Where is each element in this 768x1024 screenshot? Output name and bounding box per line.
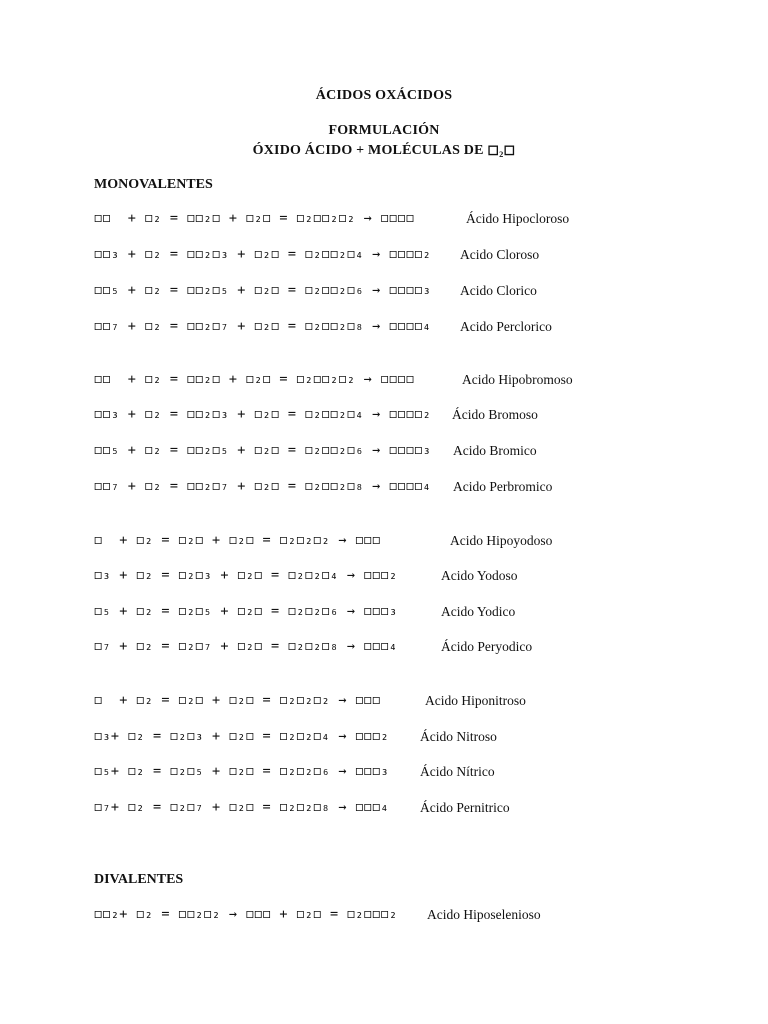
equation-formula: ◻◻₃ + ◻₂ = ◻◻₂◻₃ + ◻₂◻ = ◻₂◻◻₂◻₄ → ◻◻◻◻₂ (94, 406, 432, 422)
equation-formula: ◻ + ◻₂ = ◻₂◻ + ◻₂◻ = ◻₂◻₂◻₂ → ◻◻◻ (94, 692, 381, 708)
equation-formula: ◻◻₂+ ◻₂ = ◻◻₂◻₂ → ◻◻◻ + ◻₂◻ = ◻₂◻◻◻₂ (94, 906, 398, 922)
equation-formula: ◻₇ + ◻₂ = ◻₂◻₇ + ◻₂◻ = ◻₂◻₂◻₈ → ◻◻◻₄ (94, 638, 398, 654)
acid-name: Ácido Bromoso (452, 407, 538, 422)
equation-row (94, 532, 694, 552)
equation-row (94, 692, 694, 712)
equation-formula: ◻◻₇ + ◻₂ = ◻◻₂◻₇ + ◻₂◻ = ◻₂◻◻₂◻₈ → ◻◻◻◻₄ (94, 478, 432, 494)
equation-formula: ◻₅+ ◻₂ = ◻₂◻₅ + ◻₂◻ = ◻₂◻₂◻₆ → ◻◻◻₃ (94, 763, 389, 779)
acid-name: Ácido Nítrico (420, 764, 495, 779)
acid-name: Acido Hipobromoso (462, 372, 573, 387)
equation-formula: ◻₃ + ◻₂ = ◻₂◻₃ + ◻₂◻ = ◻₂◻₂◻₄ → ◻◻◻₂ (94, 567, 398, 583)
equation-row (94, 763, 694, 783)
equation-formula: ◻₇+ ◻₂ = ◻₂◻₇ + ◻₂◻ = ◻₂◻₂◻₈ → ◻◻◻₄ (94, 799, 389, 815)
acid-name: Acido Perclorico (460, 319, 552, 334)
equation-row (94, 442, 694, 462)
section-heading-divalentes: DIVALENTES (94, 872, 184, 887)
equation-formula: ◻₃+ ◻₂ = ◻₂◻₃ + ◻₂◻ = ◻₂◻₂◻₄ → ◻◻◻₂ (94, 728, 389, 744)
subtitle-formulacion: FORMULACIÓN (328, 123, 440, 138)
equation-row (94, 246, 694, 266)
acid-name: Acido Yodoso (441, 568, 518, 583)
equation-row (94, 318, 694, 338)
equation-row (94, 371, 694, 391)
equation-row (94, 603, 694, 623)
acid-name: Acido Hiposelenioso (427, 907, 541, 922)
equation-formula: ◻◻ + ◻₂ = ◻◻₂◻ + ◻₂◻ = ◻₂◻◻₂◻₂ → ◻◻◻◻ (94, 210, 415, 226)
equation-row (94, 406, 694, 426)
page-title: ÁCIDOS OXÁCIDOS (315, 88, 453, 103)
acid-name: Acido Clorico (460, 283, 537, 298)
equation-row (94, 210, 694, 230)
acid-name: Acido Hiponitroso (425, 693, 526, 708)
equation-row (94, 478, 694, 498)
acid-name: Ácido Nitroso (420, 729, 497, 744)
equation-row (94, 567, 694, 587)
equation-formula: ◻◻ + ◻₂ = ◻◻₂◻ + ◻₂◻ = ◻₂◻◻₂◻₂ → ◻◻◻◻ (94, 371, 415, 387)
acid-name: Acido Yodico (441, 604, 516, 619)
acid-name: Acido Perbromico (453, 479, 553, 494)
acid-name: Ácido Hipocloroso (466, 211, 570, 226)
equation-row (94, 728, 694, 748)
subtitle-oxido-acido: ÓXIDO ÁCIDO + MOLÉCULAS DE ◻₂◻ (252, 143, 516, 158)
acid-name: Ácido Peryodico (441, 639, 533, 654)
equation-formula: ◻◻₃ + ◻₂ = ◻◻₂◻₃ + ◻₂◻ = ◻₂◻◻₂◻₄ → ◻◻◻◻₂ (94, 246, 432, 262)
equation-formula: ◻◻₅ + ◻₂ = ◻◻₂◻₅ + ◻₂◻ = ◻₂◻◻₂◻₆ → ◻◻◻◻₃ (94, 442, 432, 458)
equation-row (94, 638, 694, 658)
equation-formula: ◻ + ◻₂ = ◻₂◻ + ◻₂◻ = ◻₂◻₂◻₂ → ◻◻◻ (94, 532, 381, 548)
equation-row (94, 906, 694, 926)
acid-name: Acido Bromico (453, 443, 537, 458)
acid-name: Ácido Pernitrico (420, 800, 510, 815)
equation-formula: ◻◻₇ + ◻₂ = ◻◻₂◻₇ + ◻₂◻ = ◻₂◻◻₂◻₈ → ◻◻◻◻₄ (94, 318, 432, 334)
equation-formula: ◻₅ + ◻₂ = ◻₂◻₅ + ◻₂◻ = ◻₂◻₂◻₆ → ◻◻◻₃ (94, 603, 398, 619)
acid-name: Acido Hipoyodoso (450, 533, 553, 548)
section-heading-monovalentes: MONOVALENTES (94, 177, 213, 192)
equation-formula: ◻◻₅ + ◻₂ = ◻◻₂◻₅ + ◻₂◻ = ◻₂◻◻₂◻₆ → ◻◻◻◻₃ (94, 282, 432, 298)
equation-row (94, 282, 694, 302)
acid-name: Acido Cloroso (460, 247, 540, 262)
equation-row (94, 799, 694, 819)
